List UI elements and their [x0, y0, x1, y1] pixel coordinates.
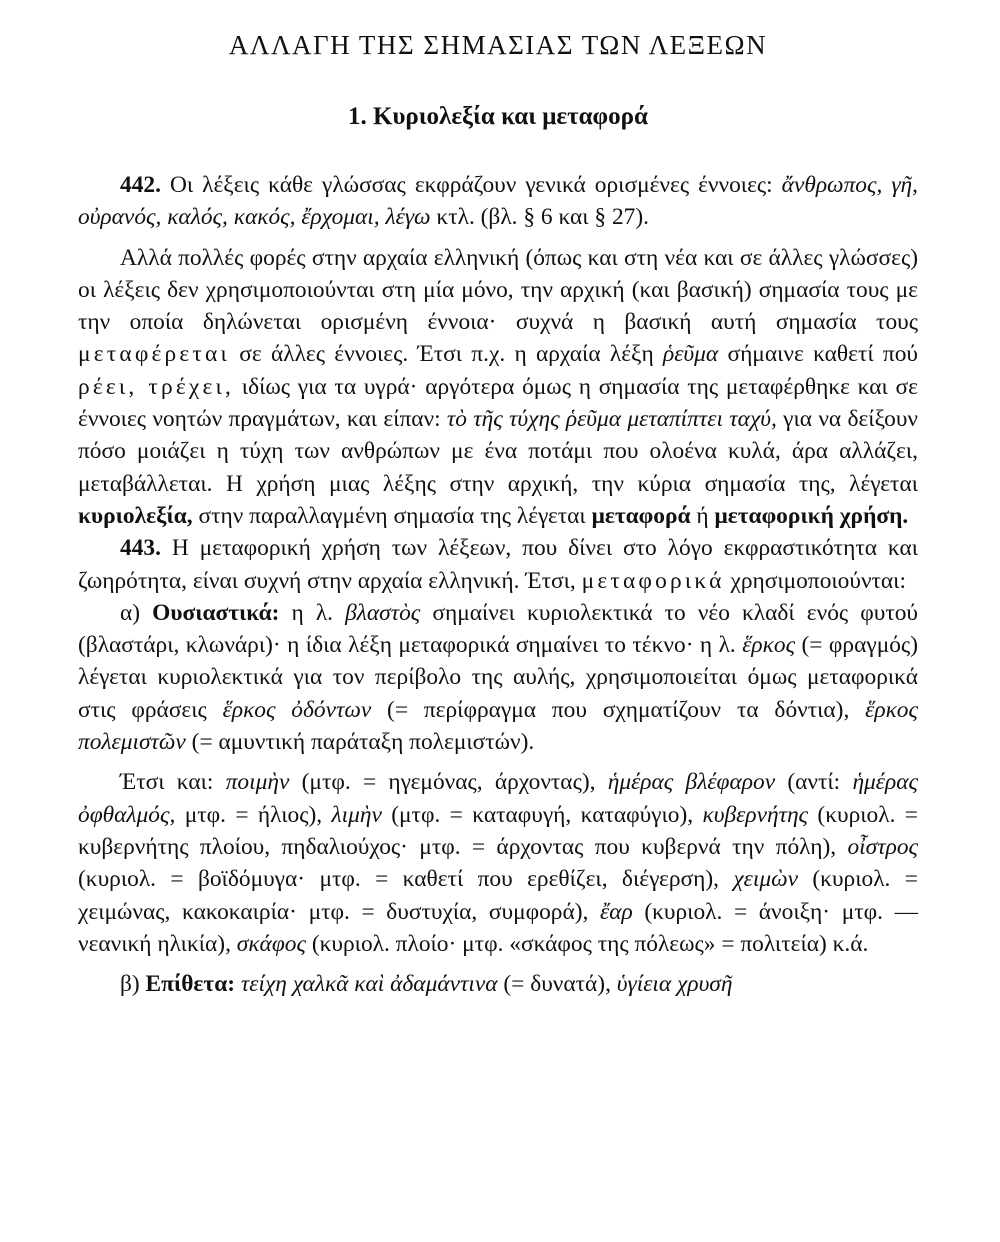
text-run: για να δείξουν πόσο μοιάζει η τύχη των ανθρώπων με ένα ποτάμι που ολοένα κυλά, άρα αλλάζει, μεταβάλλεται. Η χρήση μιας λέξης στην αρχική, την κύρια σημασία της, λέγεται — [78, 406, 919, 497]
bold-term: Επίθετα: — [145, 971, 236, 998]
bold-term: κυριολεξία, — [78, 502, 193, 529]
text-run: (= περίφραγμα που σχηματίζουν τα δόντια), — [371, 696, 866, 723]
text-run: Έτσι και: — [120, 769, 226, 796]
paragraph-number: 443. — [120, 535, 161, 562]
text-run: σήμαινε καθετί πού — [718, 341, 918, 368]
italic-term: ἕρκος ὀδόντων — [222, 696, 372, 723]
text-run: (= φραγμός) λέγεται κυριολεκτικά για τον περίβολο της αυλής, χρησιμοποιείται όμως μεταφορικά στις φράσεις — [78, 632, 918, 723]
document-page — [78, 30, 918, 1000]
italic-term: βλαστὸς — [345, 599, 421, 626]
paragraph-443 — [78, 532, 918, 597]
text-run: (αντί: — [775, 769, 853, 796]
text-run: μτφ. = ήλιος), — [175, 801, 332, 828]
text-run: η λ. — [279, 599, 346, 626]
section-title: 1. Κυριολεξία και μεταφορά — [348, 103, 648, 130]
italic-term: ἕρκος πολεμιστῶν — [78, 696, 918, 756]
italic-term: τείχη χαλκᾶ καὶ ἀδαμάντινα — [240, 971, 498, 998]
italic-term: ἄνθρωπος, γῆ, οὐρανός, καλός, κακός, ἔρχομαι, λέγω — [78, 172, 918, 231]
running-head: ΑΛΛΑΓΗ ΤΗΣ ΣΗΜΑΣΙΑΣ ΤΩΝ ΛΕΞΕΩΝ — [228, 30, 768, 60]
italic-term: λιμὴν — [331, 801, 382, 828]
paragraph-443-a — [78, 597, 918, 758]
text-run: ιδίως για τα υγρά· αργότερα όμως η σημασία της μεταφέρθηκε και σε έννοιες νοητών πραγμάτων, και είπαν: — [78, 373, 918, 433]
text-run: β) — [120, 971, 146, 998]
italic-term: κυβερνήτης — [702, 801, 809, 828]
text-run: Οι λέξεις κάθε γλώσσας εκφράζουν γενικά ορισμένες έννοιες: — [160, 172, 782, 198]
italic-term: ποιμὴν — [225, 769, 290, 796]
bold-term: Ουσιαστικά: — [152, 599, 280, 626]
text-run: (= αμυντική παράταξη πολεμιστών). — [185, 729, 535, 756]
text-run: Η μεταφορική χρήση των λέξεων, που δίνει στο λόγο εκφραστικότητα και ζωηρότητα, είναι συχνή στην αρχαία ελληνική. Έτσι, — [78, 535, 918, 594]
text-run: (κυριολ. = άνοιξη· μτφ. — νεανική ηλικία), — [78, 898, 918, 957]
italic-term: τὸ τῆς τύχης ῥεῦμα μεταπίπτει ταχύ, — [446, 406, 777, 433]
bold-term: μεταφορά — [591, 502, 691, 529]
paragraph-443-b — [78, 968, 918, 1000]
text-run: χρησιμοποιούνται: — [724, 567, 906, 594]
text-run: σε άλλες έννοιες. Έτσι π.χ. η αρχαία λέξη — [229, 341, 663, 368]
text-run: (κυριολ. = χειμώνας, κακοκαιρία· μτφ. = δυστυχία, συμφορά), — [78, 866, 918, 925]
text-run: (μτφ. = καταφυγή, καταφύγιο), — [381, 801, 703, 828]
paragraph-442-body — [78, 242, 918, 533]
text-run: σημαίνει κυριολεκτικά το νέο κλαδί ενός φυτού (βλαστάρι, κλωνάρι)· η ίδια λέξη μεταφορικά σημαίνει το τέκνο· η λ. — [78, 599, 918, 659]
text-run: α) — [120, 599, 153, 626]
italic-term: οἶστρος — [847, 833, 918, 860]
italic-term: χειμὼν — [733, 866, 799, 893]
text-run: κτλ. (βλ. § 6 και § 27). — [430, 204, 649, 231]
italic-term: ἕρκος — [742, 632, 796, 659]
italic-term: ἡμέρας ὀφθαλμός, — [78, 769, 918, 828]
italic-term: σκάφος — [236, 930, 306, 957]
paragraph-443-examples — [78, 766, 918, 960]
text-run: (κυριολ. = βοϊδόμυγα· μτφ. = καθετί που ερεθίζει, διέγερση), — [78, 866, 734, 893]
spaced-term: ρέει, τρέχει, — [78, 373, 235, 400]
spaced-term: μεταφορικά — [581, 567, 725, 594]
italic-term: ἔαρ — [600, 898, 633, 925]
text-run: (κυριολ. πλοίο· μτφ. «σκάφος της πόλεως» = πολιτεία) κ.ά. — [305, 930, 869, 957]
italic-term: ἡμέρας βλέφαρον — [607, 769, 776, 796]
text-run: Αλλά πολλές φορές στην αρχαία ελληνική (όπως και στη νέα και σε άλλες γλώσσες) οι λέξεις δεν χρησιμοποιούνται στη μία μόνο, την αρχική (και βασική) σημασία τους με την οποία δηλώνεται ορισμένη έννοια· συχνά η βασική αυτή σημασία τους — [78, 244, 918, 336]
paragraph-442 — [78, 169, 918, 234]
text-run: ή — [690, 502, 715, 529]
text-run: (μτφ. = ηγεμόνας, άρχοντας), — [289, 769, 608, 796]
paragraph-number: 442. — [120, 172, 161, 198]
bold-term: μεταφορική χρήση. — [714, 502, 909, 529]
spaced-term: μεταφέρεται — [78, 341, 230, 368]
text-run: (κυριολ. = κυβερνήτης πλοίου, πηδαλιούχος· μτφ. = άρχοντας που κυβερνά την πόλη), — [78, 801, 919, 860]
italic-term: ῥεῦμα — [662, 341, 719, 368]
text-run: στην παραλλαγμένη σημασία της λέγεται — [192, 502, 592, 529]
italic-term: ὑγίεια χρυσῆ — [616, 971, 733, 998]
text-run: (= δυνατά), — [497, 971, 617, 998]
